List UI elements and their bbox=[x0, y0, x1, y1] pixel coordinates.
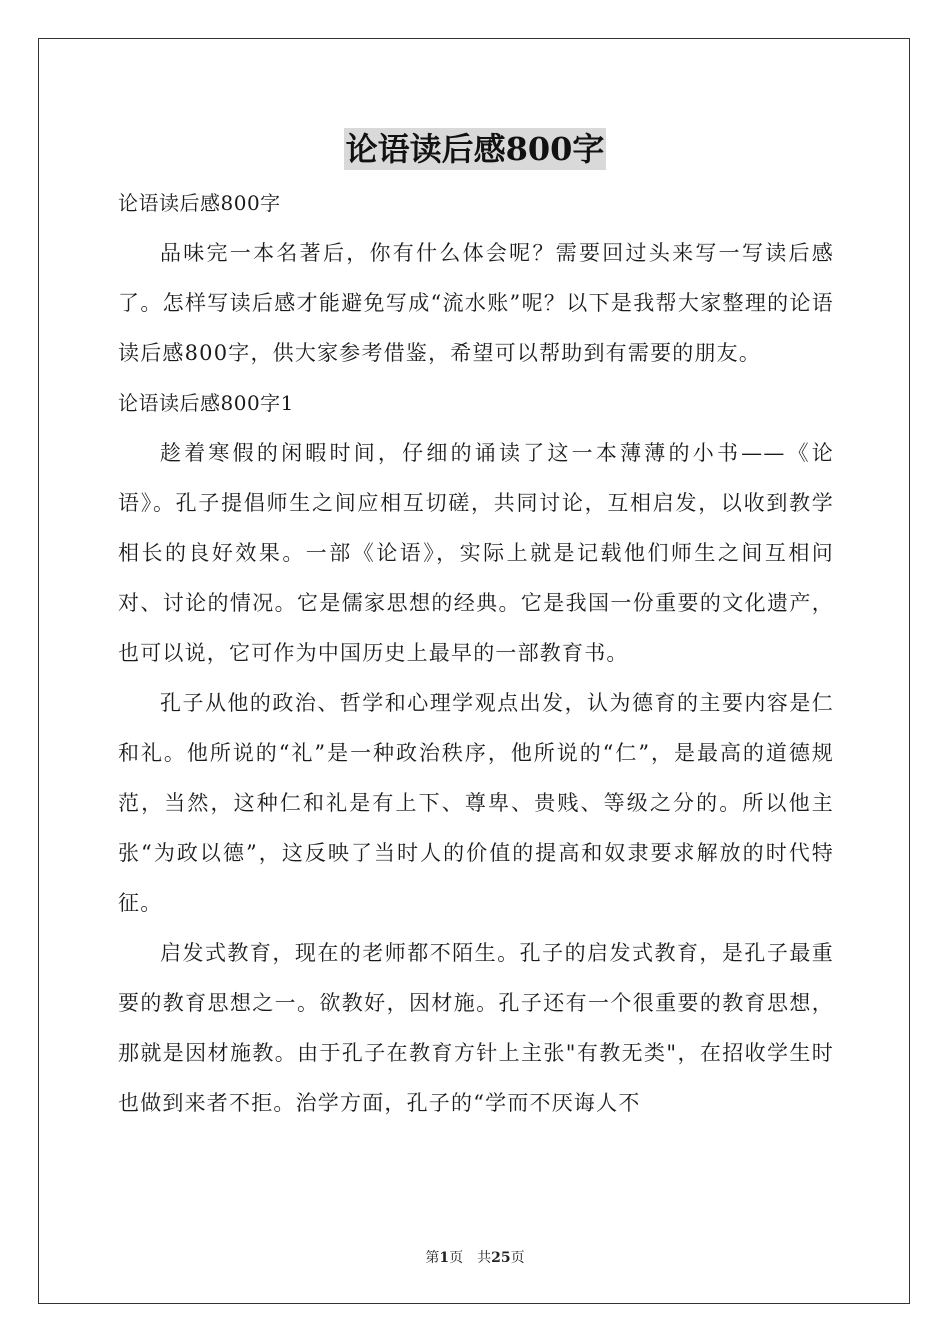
title-container bbox=[0, 128, 950, 170]
page-prefix: 第 bbox=[425, 1250, 440, 1266]
body-paragraph-3: 启发式教育，现在的老师都不陌生。孔子的启发式教育，是孔子最重要的教育思想之一。欲教好，因材施。孔子还有一个很重要的教育思想，那就是因材施教。由于孔子在教育方针上主张"有教无类"，在招收学生时也做到来者不拒。治学方面，孔子的“学而不厌诲人不 bbox=[118, 941, 834, 1115]
document-subtitle: 论语读后感800字 bbox=[118, 191, 281, 215]
intro-paragraph: 品味完一本名著后，你有什么体会呢？需要回过头来写一写读后感了。怎样写读后感才能避免写成“流水账”呢？以下是我帮大家整理的论语读后感800字，供大家参考借鉴，希望可以帮助到有需要的朋友。 bbox=[118, 241, 834, 365]
document-title: 论语读后感800字 bbox=[345, 130, 605, 168]
page-footer bbox=[0, 1247, 950, 1267]
body-paragraph-1: 趁着寒假的闲暇时间，仔细的诵读了这一本薄薄的小书——《论语》。孔子提倡师生之间应相互切磋，共同讨论，互相启发，以收到教学相长的良好效果。一部《论语》，实际上就是记载他们师生之间互相问对、讨论的情况。它是儒家思想的经典。它是我国一份重要的文化遗产，也可以说，它可作为中国历史上最早的一部教育书。 bbox=[118, 441, 834, 665]
document-body bbox=[118, 178, 834, 1128]
total-prefix: 共 bbox=[477, 1250, 492, 1266]
total-suffix: 页 bbox=[510, 1250, 525, 1266]
page-current: 1 bbox=[439, 1250, 450, 1266]
body-paragraph-2: 孔子从他的政治、哲学和心理学观点出发，认为德育的主要内容是仁和礼。他所说的“礼”是一种政治秩序，他所说的“仁”，是最高的道德规范，当然，这种仁和礼是有上下、尊卑、贵贱、等级之分的。所以他主张“为政以德”，这反映了当时人的价值的提高和奴隶要求解放的时代特征。 bbox=[118, 691, 834, 915]
total-pages: 25 bbox=[491, 1250, 511, 1266]
page-suffix: 页 bbox=[449, 1250, 464, 1266]
section-heading: 论语读后感800字1 bbox=[118, 391, 294, 415]
